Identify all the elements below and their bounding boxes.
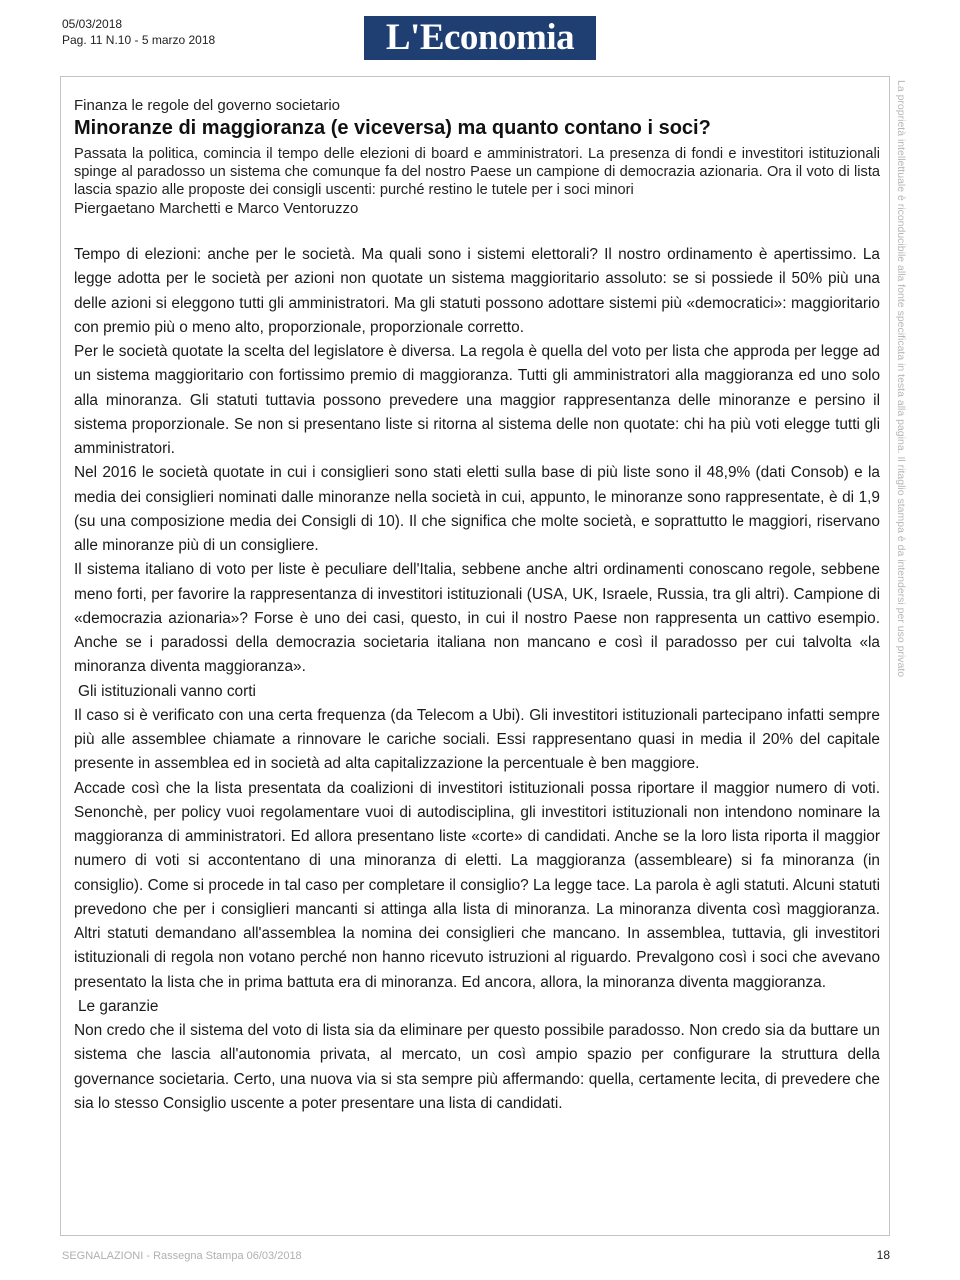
article <box>74 96 880 1116</box>
article-body <box>74 243 880 1116</box>
page-reference: Pag. 11 N.10 - 5 marzo 2018 <box>62 33 216 47</box>
footer-source: SEGNALAZIONI - Rassegna Stampa 06/03/2018 <box>62 1250 302 1262</box>
clipping-date: 05/03/2018 <box>62 17 123 31</box>
page-number: 18 <box>876 1248 890 1262</box>
body-paragraph: Tempo di elezioni: anche per le società. Ma quali sono i sistemi elettorali? Il nostro ordinamento è apertissimo. La legge adotta per le società per azioni non quotate un sistema maggioritario assoluto: se si possiede il 50% più una delle azioni si eleggono tutti gli amministratori. Ma gli statuti possono adottare sistemi più «democratici»: maggioritario con premio più o meno alto, proporzionale, proporzionale corretto. <box>74 246 880 336</box>
article-authors: Piergaetano Marchetti e Marco Ventoruzzo <box>74 200 359 217</box>
article-kicker: Finanza le regole del governo societario <box>74 97 340 114</box>
body-paragraph: Il sistema italiano di voto per liste è peculiare dell'Italia, sebbene anche altri ordinamenti conoscano regole, sebbene meno forti, per favorire la rappresentanza di investitori istituzionali (USA, UK, Israele, Russia, tra gli altri). Campione di «democrazia azionaria»? Forse è uno dei casi, questo, in cui il nostro Paese non rappresenta un cattivo esempio. Anche se i paradossi della democrazia societaria italiana non mancano e così il paradosso per cui talvolta «la minoranza diventa maggioranza». <box>74 561 880 676</box>
body-paragraph: Non credo che il sistema del voto di lista sia da eliminare per questo possibile paradosso. Non credo sia da buttare un sistema che lascia all'autonomia privata, al mercato, un così ampio spazio per configurare la struttura della governance societaria. Certo, una nuova via si sta sempre più affermando: quella, certamente lecita, di prevedere che sia lo stesso Consiglio uscente a poter presentare una lista di candidati. <box>74 1022 880 1112</box>
publication-logo: L'Economia <box>364 16 596 60</box>
body-paragraph: Nel 2016 le società quotate in cui i consiglieri sono stati eletti sulla base di più liste sono il 48,9% (dati Consob) e la media dei consiglieri nominati dalle minoranze nella società in cui, appunto, le minoranze sono rappresentate, è di 1,9 (su una composizione media dei Consigli di 10). Il che significa che molte società, e soprattutto le maggiori, riservano alle minoranze più di un consigliere. <box>74 464 880 554</box>
body-paragraph: Per le società quotate la scelta del legislatore è diversa. La regola è quella del voto per lista che approda per legge ad un sistema maggioritario con fortissimo premio di maggioranza. Tutti gli amministratori alla maggioranza ed uno solo alla minoranza. Gli statuti tuttavia possono prevedere una maggior rappresentanza delle minoranze e persino il sistema proporzionale. Se non si presentano liste si ritorna al sistema delle non quotate: chi ha più voti elegge tutti gli amministratori. <box>74 343 880 457</box>
article-lead: Passata la politica, comincia il tempo delle elezioni di board e amministratori. La presenza di fondi e investitori istituzionali spinge al paradosso un sistema che comunque fa del nostro Paese un campione di democrazia azionaria. Ora il voto di lista lascia spazio alle proposte dei consigli uscenti: purché restino le tutele per i soci minori <box>74 146 880 198</box>
body-paragraph: Accade così che la lista presentata da coalizioni di investitori istituzionali possa riportare il maggior numero di voti. Senonchè, per policy vuoi regolamentare vuoi di autodisciplina, gli investitori istituzionali non intendono nominare la maggioranza di amministratori. Ed allora presentano liste «corte» di candidati. Anche se la loro lista riporta il maggior numero di voti si accontentano di una minoranza di eletti. La maggioranza (assembleare) si fa minoranza (in consiglio). Come si procede in tal caso per completare il consiglio? La legge tace. La parola è agli statuti. Alcuni statuti prevedono che per i consiglieri mancanti si attinga alla lista di minoranza. La minoranza diventa così maggioranza. Altri statuti demandano all'assemblea la nomina dei consiglieri che mancano. In assemblea, tuttavia, gli investitori istituzionali di regola non votano perché non hanno ricevuto istruzioni al riguardo. Prevalgono così i soci che avevano presentato la lista che in prima battuta era di minoranza. Ed ancora, allora, la minoranza diventa maggioranza. <box>74 779 880 991</box>
copyright-side-note: La proprietà intellettuale è riconducibile alla fonte specificata in testa alla pagina. Il ritaglio stampa è da intendersi per uso privato <box>895 80 907 678</box>
body-paragraph: Il caso si è verificato con una certa frequenza (da Telecom a Ubi). Gli investitori istituzionali partecipano infatti sempre più alle assemblee chiamate a rinnovare le cariche sociali. Essi rappresentano quasi in media il 20% del capitale presente in assemblea ed in società ad alta capitalizzazione la percentuale è ben maggiore. <box>74 706 880 773</box>
article-title: Minoranze di maggioranza (e viceversa) ma quanto contano i soci? <box>74 117 711 139</box>
subheading: Le garanzie <box>78 997 159 1015</box>
subheading: Gli istituzionali vanno corti <box>78 682 256 700</box>
page-header-meta <box>62 16 215 48</box>
